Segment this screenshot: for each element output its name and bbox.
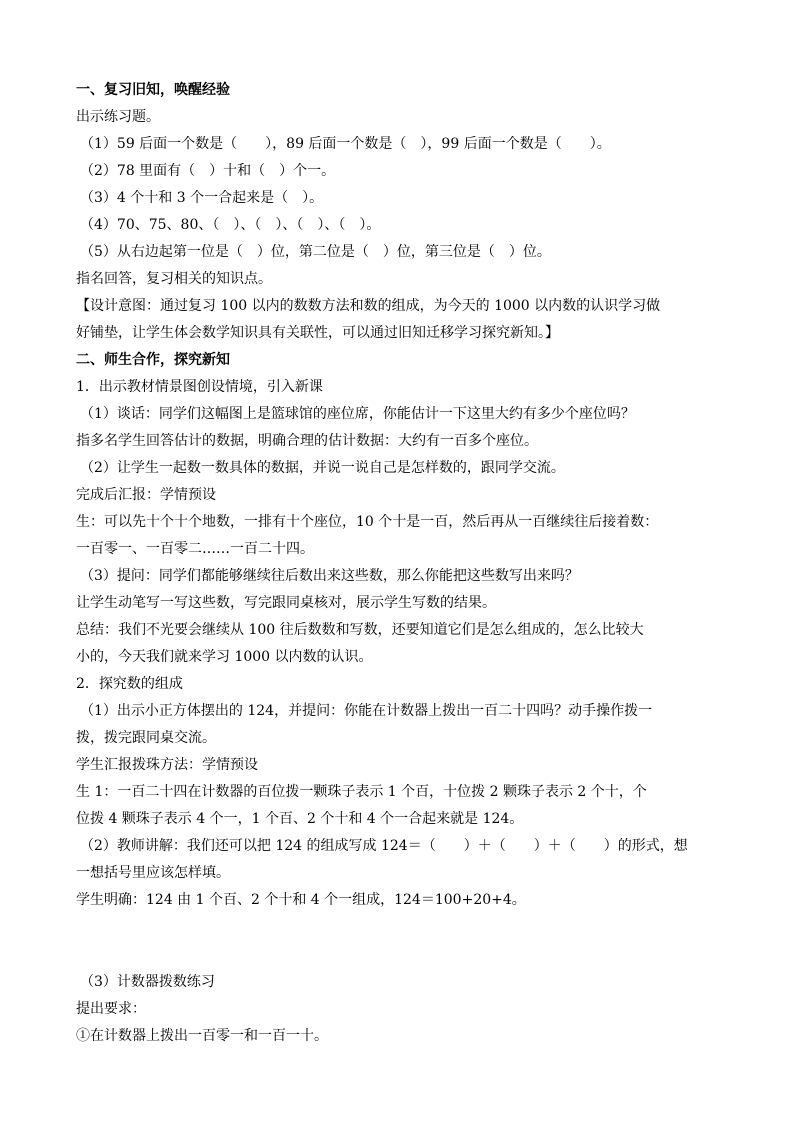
paragraph-line: 生 1：一百二十四在计数器的百位拨一颗珠子表示 1 个百，十位拨 2 颗珠子表示 2 个十，个 — [76, 784, 647, 800]
paragraph-line: 让学生动笔写一写这些数，写完跟同桌核对，展示学生写数的结果。 — [76, 595, 496, 611]
paragraph-line: 一想括号里应该怎样填。 — [76, 865, 230, 881]
paragraph-line: 出示练习题。 — [76, 109, 160, 125]
design-intent-line: 【设计意图：通过复习 100 以内的数数方法和数的组成，为今天的 1000 以内数的认识学习做 — [76, 298, 661, 314]
paragraph-line: 学生汇报拨珠方法：学情预设 — [76, 757, 258, 773]
section-heading-1: 一、复习旧知，唤醒经验 — [76, 82, 230, 98]
subsection-heading: 1．出示教材情景图创设情境，引入新课 — [76, 379, 323, 395]
paragraph-line: （3）提问：同学们都能够继续往后数出来这些数，那么你能把这些数写出来吗？ — [80, 568, 579, 584]
paragraph-line: （2）教师讲解：我们还可以把 124 的组成写成 124＝（ ）＋（ ）＋（ ）的形式，想 — [80, 838, 688, 854]
paragraph-line: 一百零一、一百零二……一百二十四。 — [76, 541, 314, 557]
paragraph-line: （2）让学生一起数一数具体的数据，并说一说自己是怎样数的，跟同学交流。 — [80, 460, 565, 476]
exercise-line-1: （1）59 后面一个数是（ ），89 后面一个数是（ ），99 后面一个数是（ ）。 — [80, 136, 611, 152]
paragraph-line: 提出要求： — [76, 1001, 146, 1017]
paragraph-line: 总结：我们不光要会继续从 100 往后数数和写数，还要知道它们是怎么组成的，怎么比较大 — [76, 622, 644, 638]
paragraph-line: 拨，拨完跟同桌交流。 — [76, 730, 216, 746]
paragraph-line: 指名回答，复习相关的知识点。 — [76, 271, 272, 287]
paragraph-line: 指多名学生回答估计的数据，明确合理的估计数据：大约有一百多个座位。 — [76, 433, 538, 449]
paragraph-line: 位拨 4 颗珠子表示 4 个一，1 个百、2 个十和 4 个一合起来就是 124。 — [76, 811, 524, 827]
paragraph-line: （1）谈话：同学们这幅图上是篮球馆的座位席，你能估计一下这里大约有多少个座位吗？ — [80, 406, 635, 422]
exercise-line-5: （5）从右边起第一位是（ ）位，第二位是（ ）位，第三位是（ ）位。 — [80, 244, 551, 260]
section-heading-2: 二、师生合作，探究新知 — [76, 352, 230, 368]
exercise-line-3: （3）4 个十和 3 个一合起来是（ ）。 — [80, 190, 324, 206]
paragraph-line: （1）出示小正方体摆出的 124，并提问：你能在计数器上拨出一百二十四吗？动手操作拨一 — [80, 703, 653, 719]
paragraph-line: 小的，今天我们就来学习 1000 以内数的认识。 — [76, 649, 373, 665]
paragraph-line: 生：可以先十个十个地数，一排有十个座位，10 个十是一百，然后再从一百继续往后接着数： — [76, 514, 659, 530]
subsection-heading: 2．探究数的组成 — [76, 676, 183, 692]
exercise-line-2: （2）78 里面有（ ）十和（ ）个一。 — [80, 163, 336, 179]
paragraph-line: ①在计数器上拨出一百零一和一百一十。 — [76, 1028, 328, 1044]
paragraph-line: （3）计数器拨数练习 — [80, 974, 215, 990]
paragraph-line: 完成后汇报：学情预设 — [76, 487, 216, 503]
design-intent-line: 好铺垫，让学生体会数学知识具有关联性，可以通过旧知迁移学习探究新知。】 — [76, 325, 559, 341]
exercise-line-4: （4）70、75、80、（ ）、（ ）、（ ）、（ ）。 — [80, 217, 381, 233]
paragraph-line: 学生明确：124 由 1 个百、2 个十和 4 个一组成，124＝100+20+4。 — [76, 892, 526, 908]
